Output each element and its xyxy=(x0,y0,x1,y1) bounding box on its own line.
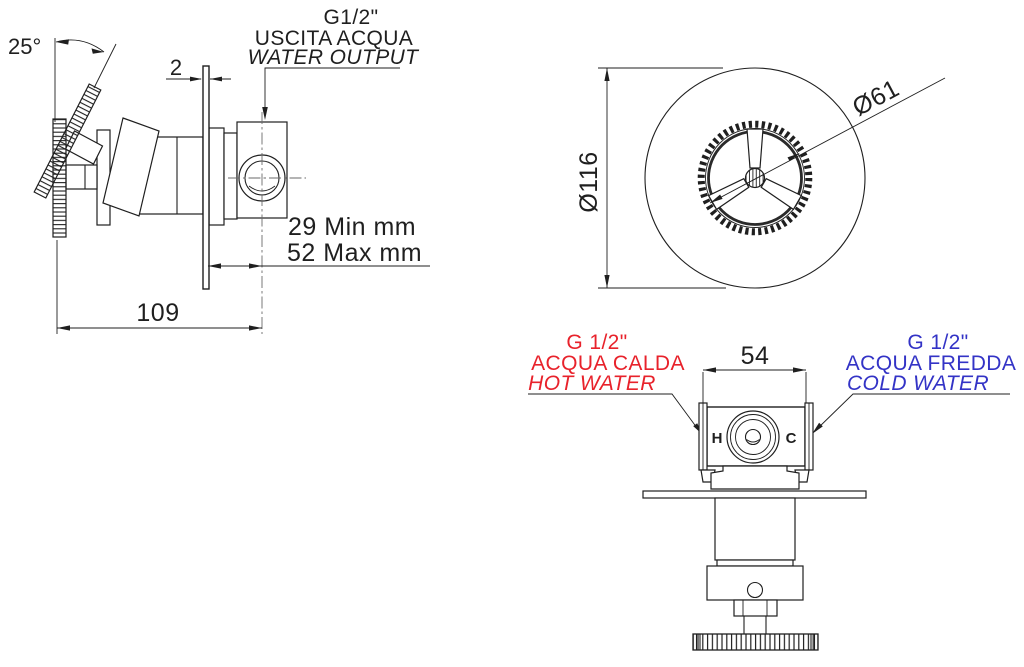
depth-max-text: 52 Max mm xyxy=(287,239,423,267)
output-leader-arrow xyxy=(262,107,268,120)
hot-size-text: G 1/2" xyxy=(566,331,628,354)
hot-marking-text: H xyxy=(711,430,723,447)
escutcheon-cylinder xyxy=(715,498,795,560)
handle-nut xyxy=(734,600,777,616)
inlet-spacing-text: 54 xyxy=(740,342,770,370)
plate-thickness-arrow-left xyxy=(190,77,202,82)
hot-leader-line xyxy=(528,394,700,432)
plate-thickness-arrow-right xyxy=(210,77,222,82)
rough-in-body xyxy=(209,128,224,225)
output-name-it-text: USCITA ACQUA xyxy=(254,27,414,50)
mounting-base xyxy=(711,466,799,489)
dia116-arrow-bottom xyxy=(604,275,609,288)
cold-leader-line xyxy=(815,394,1010,431)
inlet-spacing-arrow-right xyxy=(793,367,806,372)
depth-arrow-right xyxy=(249,263,262,268)
front-view xyxy=(575,68,945,288)
hot-name-en-text: HOT WATER xyxy=(528,372,656,395)
rough-in-thread xyxy=(224,133,237,219)
cold-name-en-text: COLD WATER xyxy=(846,372,990,395)
cold-size-text: G 1/2" xyxy=(907,331,969,354)
handle-stem-lines xyxy=(744,616,766,634)
side-view xyxy=(8,6,430,334)
output-leader-line xyxy=(265,68,400,109)
plate-thickness-text: 2 xyxy=(169,55,183,80)
wheel-spoke-top xyxy=(747,129,763,168)
wall-plate-edge xyxy=(203,66,209,289)
angle-arrow-left xyxy=(56,39,69,44)
cartridge-ring-outer xyxy=(727,411,779,463)
depth-min-text: 29 Min mm xyxy=(288,213,417,241)
wheel-hub-screw xyxy=(746,169,765,188)
cylinder-collar-band xyxy=(717,560,793,566)
wheel-spoke-lower-right xyxy=(761,179,801,210)
knurled-handle-bottom xyxy=(693,634,818,650)
depth-arrow-left xyxy=(208,263,221,268)
top-view xyxy=(528,331,1016,650)
plate-diameter-text: Ø116 xyxy=(575,151,603,213)
overall-arrow-left xyxy=(57,325,70,330)
wheel-spoke-lower-left xyxy=(709,179,749,210)
overall-depth-text: 109 xyxy=(136,299,180,327)
hot-name-it-text: ACQUA CALDA xyxy=(531,352,685,375)
output-name-en-text: WATER OUTPUT xyxy=(247,46,419,69)
dia116-arrow-top xyxy=(604,68,609,81)
cold-marking-text: C xyxy=(785,430,797,447)
wall-plate xyxy=(643,491,866,498)
overall-arrow-right xyxy=(249,325,262,330)
handle-stem-straight xyxy=(66,165,97,189)
handle-diameter-text: Ø61 xyxy=(847,74,905,122)
inlet-spacing-arrow-left xyxy=(703,367,716,372)
cold-name-it-text: ACQUA FREDDA xyxy=(845,352,1017,375)
output-size-text: G1/2" xyxy=(323,6,379,29)
angle-dimension-text: 25° xyxy=(8,34,42,59)
dia61-leader-line xyxy=(710,78,945,203)
